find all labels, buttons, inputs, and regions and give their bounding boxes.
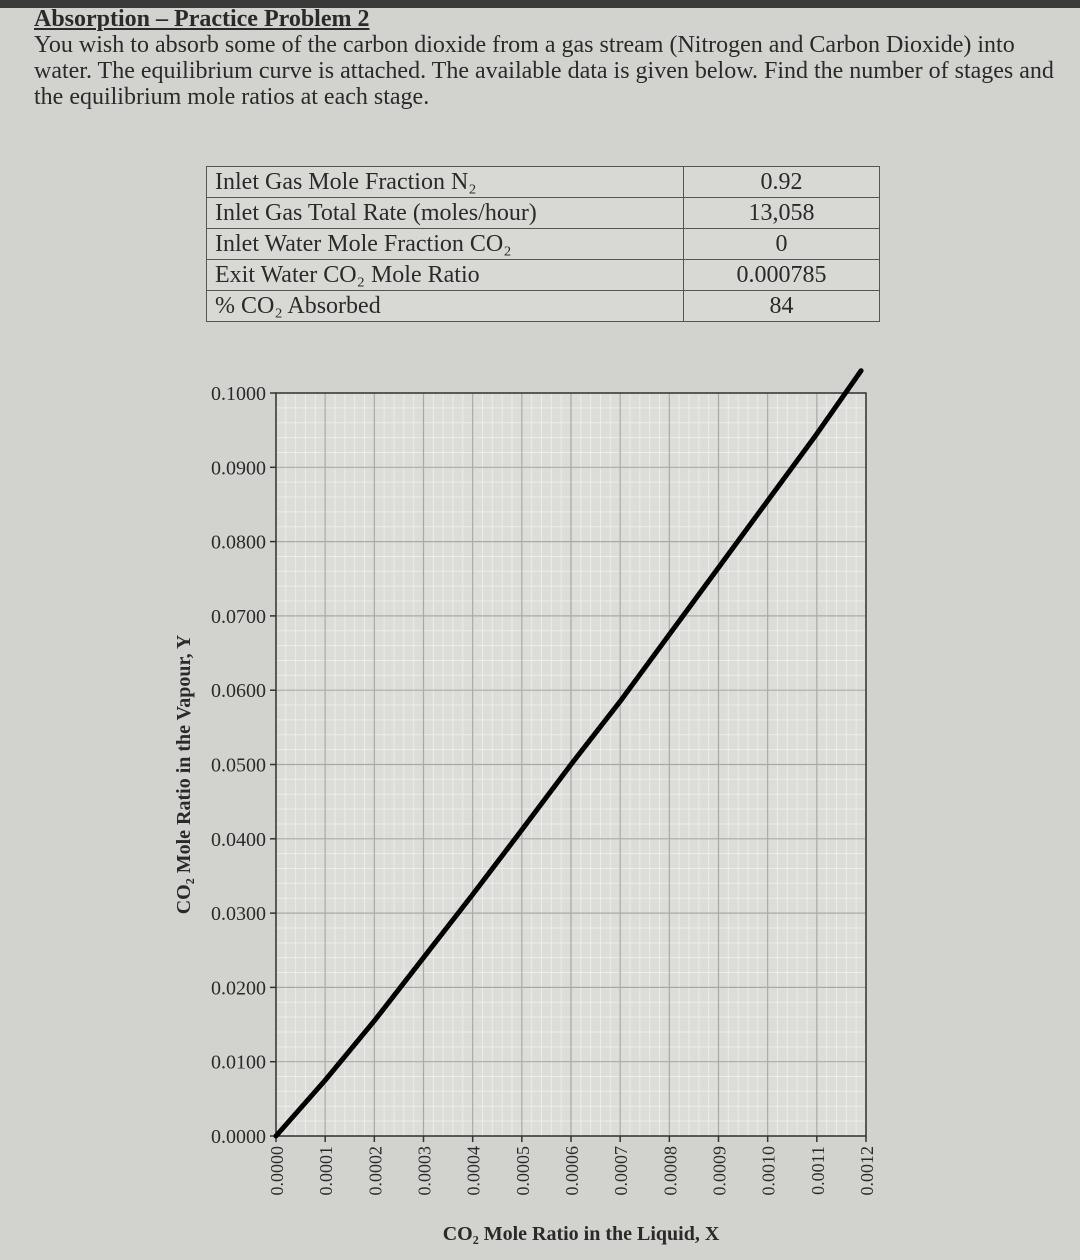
table-row-value: 0.92 — [684, 167, 880, 198]
x-axis-label: CO₂ Mole Ratio in the Liquid, X — [442, 1223, 720, 1245]
x-tick-label: 0.0011 — [807, 1146, 828, 1195]
problem-statement: You wish to absorb some of the carbon dioxide from a gas stream (Nitrogen and Carbon Dioxide) into water. The equilibrium curve is attached. The available data is given below. Find the number of stages and the equilibrium mole ratios at each stage. — [34, 32, 1054, 110]
y-tick-label: 0.1000 — [211, 383, 266, 405]
y-tick-label: 0.0100 — [211, 1051, 266, 1074]
y-tick-label: 0.0400 — [211, 828, 266, 851]
table-row-value: 0.000785 — [684, 260, 880, 291]
table-row-label: Inlet Gas Total Rate (moles/hour) — [207, 198, 684, 229]
y-tick-label: 0.0300 — [211, 903, 266, 926]
table-row-label: Inlet Gas Mole Fraction N₂ — [207, 167, 684, 198]
x-tick-label: 0.0001 — [316, 1146, 337, 1196]
y-axis-label: CO₂ Mole Ratio in the Vapour, Y — [173, 634, 195, 915]
x-tick-label: 0.0009 — [709, 1146, 730, 1196]
y-tick-label: 0.0000 — [211, 1126, 266, 1148]
y-tick-label: 0.0700 — [211, 605, 266, 628]
x-tick-label: 0.0012 — [857, 1146, 877, 1196]
x-tick-label: 0.0003 — [414, 1146, 435, 1196]
problem-title: Absorption – Practice Problem 2 — [34, 6, 370, 32]
x-tick-label: 0.0006 — [562, 1146, 582, 1196]
x-tick-label: 0.0002 — [365, 1146, 386, 1196]
table-row-label: Inlet Water Mole Fraction CO₂ — [207, 229, 684, 260]
y-tick-label: 0.0200 — [211, 977, 266, 1000]
table-row-value: 84 — [684, 291, 880, 322]
y-tick-label: 0.0900 — [211, 457, 266, 480]
y-tick-label: 0.0600 — [211, 680, 266, 703]
y-tick-label: 0.0500 — [211, 754, 266, 777]
table-row-value: 0 — [684, 229, 880, 260]
x-tick-label: 0.0007 — [611, 1146, 632, 1196]
table-row-label: % CO₂ Absorbed — [207, 291, 684, 322]
x-tick-label: 0.0008 — [660, 1146, 681, 1196]
x-tick-label: 0.0010 — [758, 1146, 779, 1196]
x-tick-label: 0.0005 — [512, 1146, 533, 1196]
table-row-label: Exit Water CO₂ Mole Ratio — [207, 260, 684, 291]
y-tick-label: 0.0800 — [211, 531, 266, 554]
x-tick-label: 0.0000 — [267, 1146, 287, 1196]
table-row-value: 13,058 — [684, 198, 880, 229]
x-tick-label: 0.0004 — [463, 1146, 484, 1196]
